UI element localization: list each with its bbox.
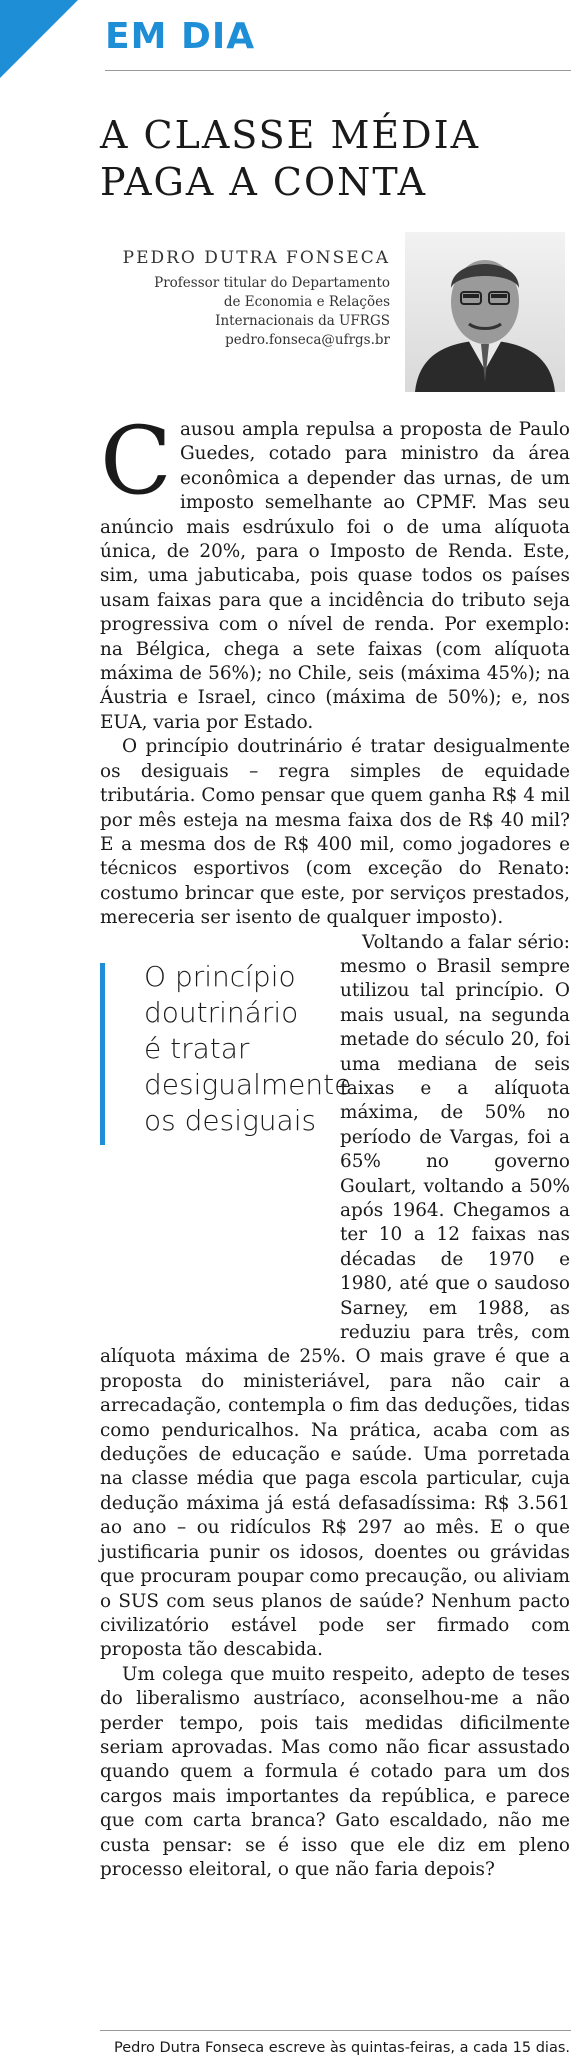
paragraph-text: Voltando a falar sério: mesmo o Brasil sempre utilizou tal princípio. O mais usual, na segunda metade do século 20, foi uma mediana de seis faixas e a alíquota máxima, de 50% no período de Vargas, foi a 65% no governo Goulart, voltando a 50% após 1964. Chegamos a ter 10 a 12 faixas nas décadas de 1970 e 1980, até que o saudoso Sarney, em 1988, as reduziu para três, com alíquota máxima de 25%. O mais grave é que a proposta do ministeriável, para não cair a arrecadação, contempla o fim das deduções, tidas como penduricalhos. Na prática, acaba com as deduções de educação e saúde. Uma porretada na classe média que paga escola particular, cuja dedução máxima já está defasadíssima: R$ 3.561 ao ano – ou ridículos R$ 297 ao mês. E o que justificaria punir os idosos, doentes ou grávidas que procuram poupar como precaução, ou aliviam o SUS com seus planos de saúde? Nenhum pacto civilizatório estável pode ser firmado com proposta tão descabida. <box>100 931 570 1661</box>
article-paragraph <box>100 931 570 1663</box>
author-bio-line: Professor titular do Departamento <box>154 275 390 291</box>
header-divider <box>105 70 571 71</box>
pull-quote-line: doutrinário <box>144 995 299 1029</box>
pull-quote-line: os desiguais <box>144 1103 317 1137</box>
column-schedule-note: Pedro Dutra Fonseca escreve às quintas-feiras, a cada 15 dias. <box>113 2040 570 2056</box>
author-name: PEDRO DUTRA FONSECA <box>122 248 390 268</box>
drop-cap: C <box>100 407 172 516</box>
pull-quote <box>100 943 352 1323</box>
author-portrait-icon <box>405 232 565 392</box>
article-body <box>100 407 570 1882</box>
pull-quote-line: O princípio <box>144 959 296 993</box>
paragraph-text: ausou ampla repulsa a proposta de Paulo Guedes, cotado para ministro da área econômica a depender das urnas, de um imposto semelhante ao CPMF. Mas seu anúncio mais esdrúxulo foi o de uma alíquota única, de 20%, para o Imposto de Renda. Este, sim, uma jabuticaba, pois quase todos os países usam faixas para que a incidência do tributo seja progressiva com o nível de renda. Por exemplo: na Bélgica, chega a sete faixas (com alíquota máxima de 56%); no Chile, seis (máxima 45%); na Áustria e Israel, cinco (máxima de 50%); e, nos EUA, varia por Estado. <box>100 419 570 733</box>
author-bio-line: de Economia e Relações <box>223 294 390 310</box>
pull-quote-bar <box>100 963 105 1145</box>
pull-quote-line: é tratar <box>144 1031 250 1065</box>
author-email[interactable]: pedro.fonseca@ufrgs.br <box>225 332 390 348</box>
article-paragraph: Um colega que muito respeito, adepto de teses do liberalismo austríaco, aconselhou-me a não perder tempo, pois tais medidas dificilmente seriam aprovadas. Mas como não ficar assustado quando quem a formula é cotado para um dos cargos mais importantes da república, e parece que com carta branca? Gato escaldado, não me custa pensar: se é isso que ele diz em pleno processo eleitoral, o que não faria depois? <box>100 1663 570 1880</box>
headline-line: A CLASSE MÉDIA <box>100 113 481 157</box>
author-byline <box>100 248 390 350</box>
footer-divider <box>100 2030 571 2031</box>
author-bio-line: Internacionais da UFRGS <box>215 313 390 329</box>
pull-quote-line: desigualmente <box>144 1067 352 1101</box>
section-corner-triangle <box>0 0 78 78</box>
headline-line: PAGA A CONTA <box>100 160 428 204</box>
section-kicker: EM DIA <box>105 16 256 57</box>
article-headline <box>100 112 570 206</box>
article-paragraph <box>100 407 570 735</box>
author-photo <box>405 232 565 392</box>
article-paragraph: O princípio doutrinário é tratar desigualmente os desiguais – regra simples de equidade tributária. Como pensar que quem ganha R$ 4 mil por mês esteja na mesma faixa dos de R$ 40 mil? E a mesma dos de R$ 400 mil, como jogadores e técnicos esportivos (com exceção do Renato: costumo brincar que este, por serviços prestados, mereceria ser isento de qualquer imposto). <box>100 736 570 929</box>
